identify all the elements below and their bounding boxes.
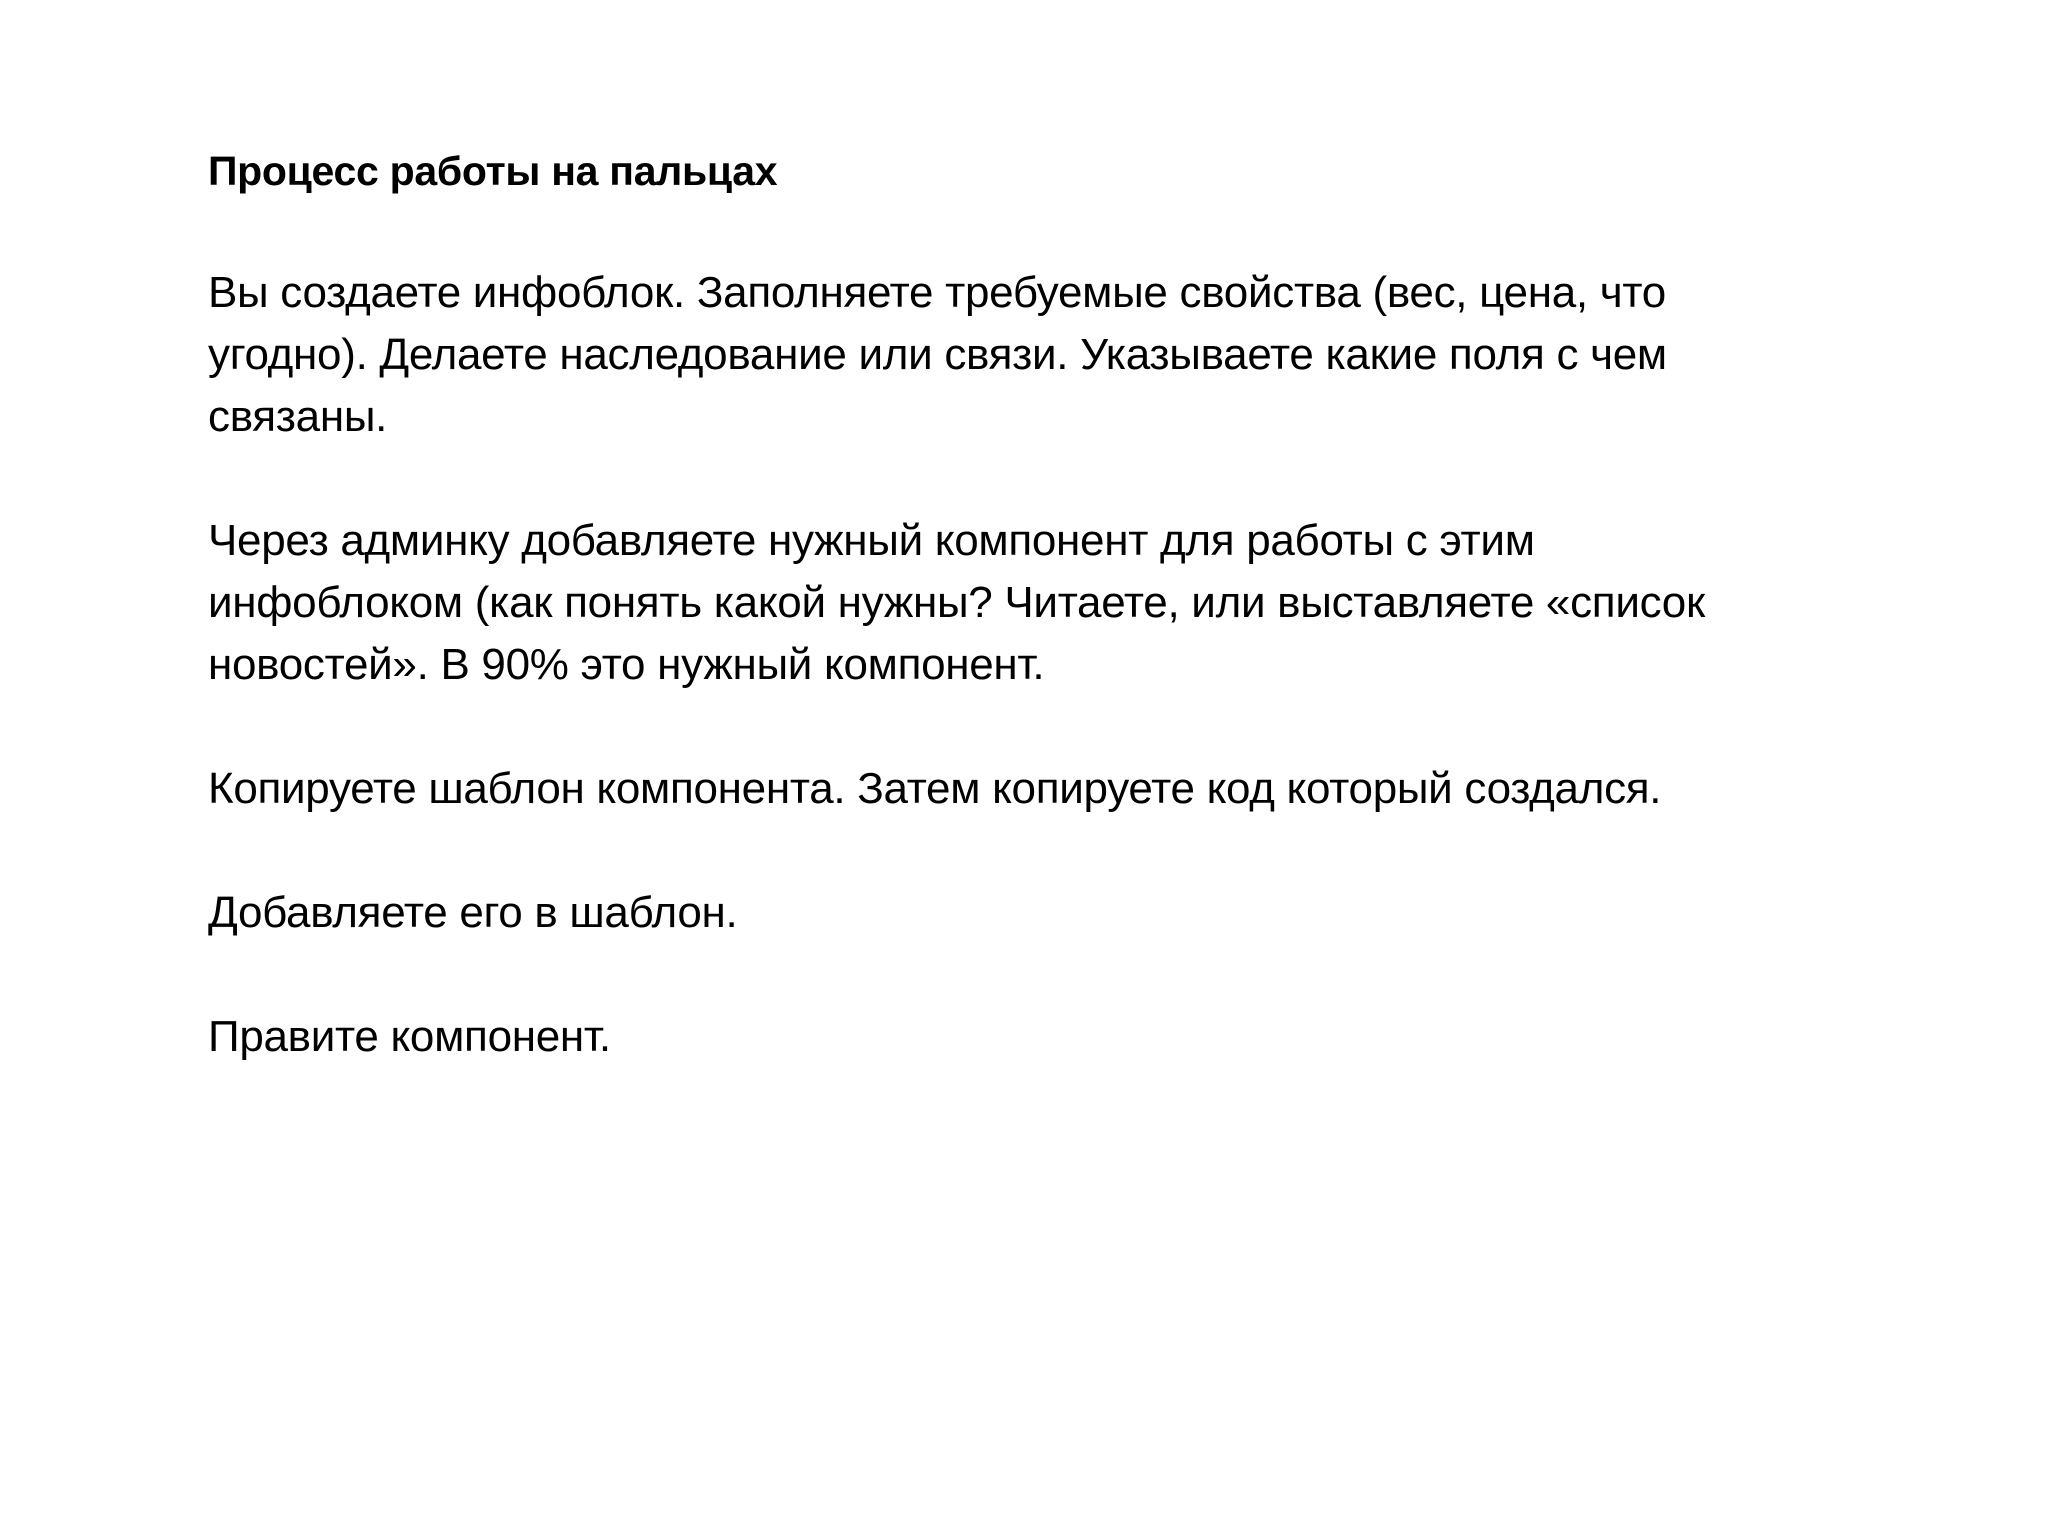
paragraph-infoblock [208, 262, 1908, 448]
text-line: новостей». В 90% это нужный компонент. [208, 640, 1045, 689]
paragraph-copy-template [208, 758, 1908, 820]
text-line: Вы создаете инфоблок. Заполняете требуемые свойства (вес, цена, что [208, 268, 1666, 317]
text-line: Добавляете его в шаблон. [208, 888, 738, 937]
text-line: связаны. [208, 392, 388, 441]
paragraph-add-to-template [208, 882, 1908, 944]
text-line: Правите компонент. [208, 1012, 611, 1061]
text-line: инфоблоком (как понять какой нужны? Читаете, или выставляете «список [208, 578, 1705, 627]
text-line: угодно). Делаете наследование или связи. Указываете какие поля с чем [208, 330, 1667, 379]
slide-title: Процесс работы на пальцах [208, 148, 778, 194]
text-line: Через админку добавляете нужный компонент для работы с этим [208, 516, 1535, 565]
text-line: Копируете шаблон компонента. Затем копируете код который создался. [208, 764, 1662, 813]
slide-content [208, 140, 1908, 1130]
paragraph-component [208, 510, 1908, 696]
paragraph-edit-component [208, 1006, 1908, 1068]
